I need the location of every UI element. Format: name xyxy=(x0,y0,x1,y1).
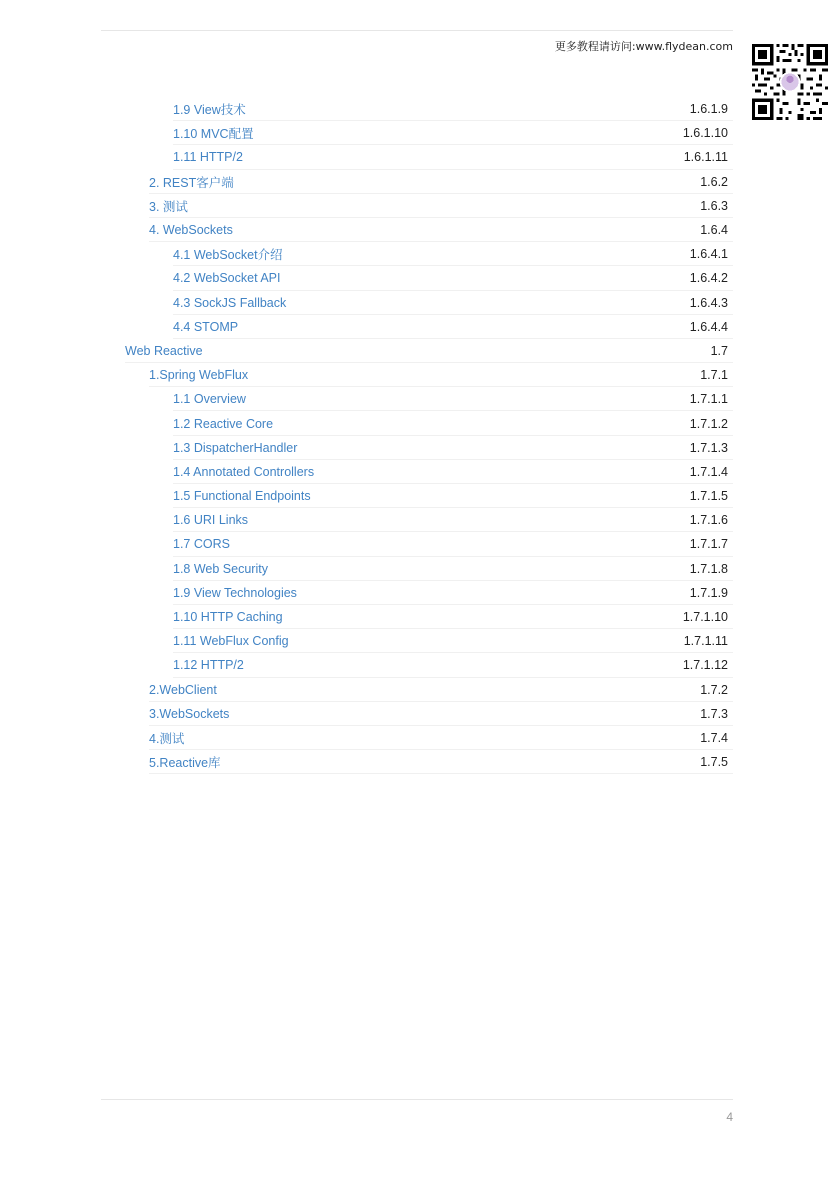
toc-entry-link[interactable]: 2.WebClient xyxy=(149,682,217,697)
toc-entry[interactable] xyxy=(125,291,733,315)
toc-entry[interactable] xyxy=(125,726,733,750)
toc-entry[interactable] xyxy=(125,145,733,169)
toc-entry-link[interactable]: 4.4 STOMP xyxy=(173,319,239,334)
toc-entry-page-number: 1.7.1 xyxy=(700,368,728,383)
toc-entry[interactable] xyxy=(125,97,733,121)
toc-entry-page-number: 1.7.3 xyxy=(700,706,728,721)
toc-entry-link[interactable]: 1.8 Web Security xyxy=(173,561,268,576)
toc-entry-page-number: 1.7.4 xyxy=(700,730,728,745)
toc-entry-link[interactable]: 2. REST客户端 xyxy=(149,175,234,190)
toc-entry-page-number: 1.7.1.9 xyxy=(689,585,728,600)
qr-code-icon xyxy=(752,44,828,120)
toc-entry-link[interactable]: 1.9 View Technologies xyxy=(173,585,297,600)
toc-entry[interactable] xyxy=(125,170,733,194)
toc-entry-link[interactable]: 4.2 WebSocket API xyxy=(173,271,281,286)
toc-entry[interactable] xyxy=(125,121,733,145)
toc-entry-link[interactable]: 4.3 SockJS Fallback xyxy=(173,295,287,310)
toc-entry-page-number: 1.7 xyxy=(710,343,728,358)
table-of-contents xyxy=(125,97,733,774)
toc-entry-page-number: 1.6.1.10 xyxy=(682,126,728,141)
toc-entry[interactable] xyxy=(125,194,733,218)
toc-entry[interactable] xyxy=(125,581,733,605)
toc-entry[interactable] xyxy=(125,702,733,726)
toc-entry[interactable] xyxy=(125,266,733,290)
toc-entry-page-number: 1.7.1.7 xyxy=(689,537,728,552)
toc-entry[interactable] xyxy=(125,460,733,484)
toc-entry-page-number: 1.6.4.1 xyxy=(689,247,728,262)
page-number: 4 xyxy=(726,1110,733,1124)
toc-entry-link[interactable]: 4.1 WebSocket介绍 xyxy=(173,248,283,263)
toc-entry[interactable] xyxy=(125,484,733,508)
toc-entry-page-number: 1.7.1.3 xyxy=(689,440,728,455)
toc-entry-link[interactable]: 1.2 Reactive Core xyxy=(173,416,274,431)
toc-entry-page-number: 1.7.1.11 xyxy=(683,634,728,649)
toc-entry-link[interactable]: 1.12 HTTP/2 xyxy=(173,658,244,673)
toc-entry[interactable] xyxy=(125,387,733,411)
toc-entry-page-number: 1.6.3 xyxy=(700,198,728,213)
toc-entry-link[interactable]: 5.Reactive库 xyxy=(149,756,221,771)
toc-entry-link[interactable]: 1.5 Functional Endpoints xyxy=(173,489,311,504)
toc-entry-link[interactable]: 1.9 View技术 xyxy=(173,103,246,118)
toc-entry-link[interactable]: 1.3 DispatcherHandler xyxy=(173,440,298,455)
toc-entry-link[interactable]: 4.测试 xyxy=(149,731,185,746)
toc-entry-link[interactable]: 1.6 URI Links xyxy=(173,513,249,528)
toc-entry[interactable] xyxy=(125,557,733,581)
toc-entry-page-number: 1.7.1.12 xyxy=(682,658,728,673)
toc-entry-link[interactable]: 1.11 WebFlux Config xyxy=(173,634,289,649)
toc-entry-link[interactable]: 1.7 CORS xyxy=(173,537,230,552)
toc-entry-page-number: 1.6.4 xyxy=(700,223,728,238)
toc-entry[interactable] xyxy=(125,411,733,435)
toc-entry[interactable] xyxy=(125,678,733,702)
toc-entry-link[interactable]: 3.WebSockets xyxy=(149,706,230,721)
toc-entry-link[interactable]: 1.11 HTTP/2 xyxy=(173,150,243,165)
toc-entry[interactable] xyxy=(125,629,733,653)
toc-entry-page-number: 1.7.5 xyxy=(700,755,728,770)
toc-entry-link[interactable]: 4. WebSockets xyxy=(149,223,233,238)
toc-entry-link[interactable]: 1.Spring WebFlux xyxy=(149,368,249,383)
toc-entry[interactable] xyxy=(125,532,733,556)
toc-entry[interactable] xyxy=(125,605,733,629)
header-site-text: 更多教程请访问:www.flydean.com xyxy=(554,40,733,53)
toc-entry[interactable] xyxy=(125,508,733,532)
toc-entry-page-number: 1.7.1.6 xyxy=(689,513,728,528)
toc-entry-page-number: 1.7.1.5 xyxy=(689,489,728,504)
toc-entry[interactable] xyxy=(125,339,733,363)
toc-entry-link[interactable]: 1.1 Overview xyxy=(173,392,246,407)
toc-entry-page-number: 1.6.4.3 xyxy=(689,295,728,310)
toc-entry-link[interactable]: 1.4 Annotated Controllers xyxy=(173,464,315,479)
toc-entry-link[interactable]: Web Reactive xyxy=(125,343,203,358)
toc-entry[interactable] xyxy=(125,218,733,242)
toc-entry-page-number: 1.6.1.9 xyxy=(689,102,728,117)
toc-entry[interactable] xyxy=(125,750,733,774)
toc-entry[interactable] xyxy=(125,315,733,339)
toc-entry-page-number: 1.7.2 xyxy=(700,682,728,697)
toc-entry[interactable] xyxy=(125,436,733,460)
toc-entry-page-number: 1.6.1.11 xyxy=(683,150,728,165)
toc-entry-page-number: 1.7.1.10 xyxy=(682,610,728,625)
toc-entry[interactable] xyxy=(125,363,733,387)
toc-entry-page-number: 1.6.2 xyxy=(700,174,728,189)
header-divider xyxy=(101,30,733,31)
toc-entry-page-number: 1.7.1.2 xyxy=(689,416,728,431)
toc-entry-page-number: 1.6.4.2 xyxy=(689,271,728,286)
toc-entry-link[interactable]: 1.10 HTTP Caching xyxy=(173,610,283,625)
toc-entry-page-number: 1.7.1.8 xyxy=(689,561,728,576)
toc-entry-page-number: 1.7.1.4 xyxy=(689,464,728,479)
footer-divider xyxy=(101,1099,733,1100)
toc-entry-page-number: 1.7.1.1 xyxy=(689,392,728,407)
toc-entry[interactable] xyxy=(125,242,733,266)
toc-entry[interactable] xyxy=(125,653,733,677)
toc-entry-link[interactable]: 1.10 MVC配置 xyxy=(173,127,254,142)
toc-entry-page-number: 1.6.4.4 xyxy=(689,319,728,334)
toc-entry-link[interactable]: 3. 测试 xyxy=(149,199,188,214)
